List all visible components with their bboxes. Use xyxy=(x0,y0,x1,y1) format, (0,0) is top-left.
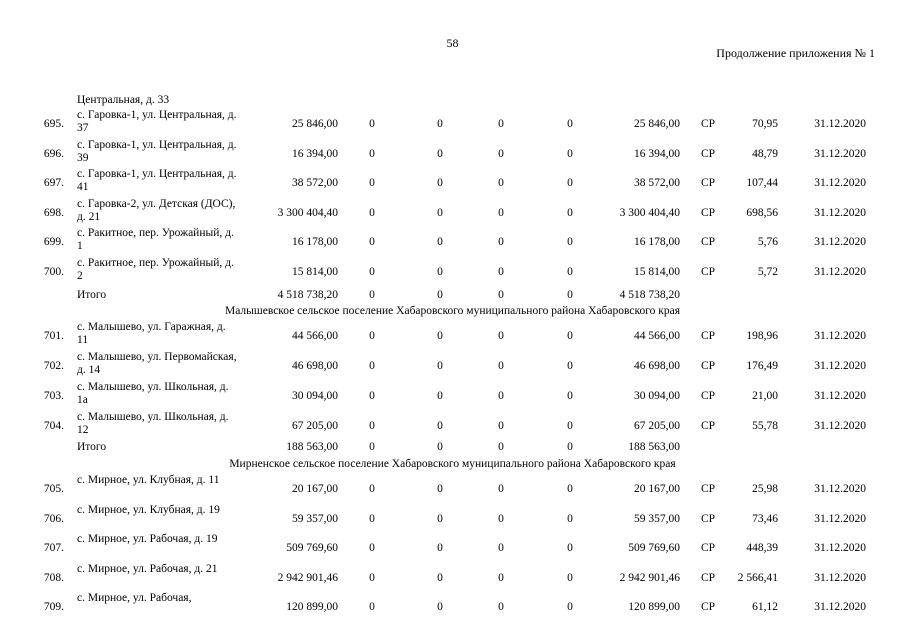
total-label: Итого xyxy=(77,441,107,453)
row-value: 0 xyxy=(498,206,504,219)
row-date: 31.12.2020 xyxy=(814,601,866,614)
row-value: 0 xyxy=(498,571,504,584)
row-value: 0 xyxy=(567,206,573,219)
row-value: 0 xyxy=(369,266,375,278)
row-date: 31.12.2020 xyxy=(814,118,866,130)
row-source: СР xyxy=(700,542,716,555)
row-source: СР xyxy=(700,266,716,278)
row-area: 176,49 xyxy=(746,360,778,372)
row-area: 448,39 xyxy=(746,542,778,555)
row-date: 31.12.2020 xyxy=(814,512,866,525)
row-remaining-cost: 15 814,00 xyxy=(634,266,680,278)
row-value: 0 xyxy=(437,571,443,584)
row-total-cost: 44 566,00 xyxy=(292,330,338,342)
row-number: 707. xyxy=(43,542,64,555)
row-value: 0 xyxy=(437,483,443,495)
row-area: 198,96 xyxy=(746,330,778,342)
row-area: 61,12 xyxy=(752,601,778,614)
total-value: 0 xyxy=(437,441,443,453)
total-value: 0 xyxy=(567,289,573,301)
row-source: СР xyxy=(700,360,716,372)
row-address: с. Мирное, ул. Рабочая, xyxy=(77,592,192,605)
row-source: СР xyxy=(700,206,716,219)
row-value: 0 xyxy=(369,601,375,614)
row-remaining-cost: 16 394,00 xyxy=(634,147,680,160)
row-date: 31.12.2020 xyxy=(814,390,866,402)
row-remaining-cost: 2 942 901,46 xyxy=(619,571,680,584)
row-value: 0 xyxy=(369,360,375,372)
row-value: 0 xyxy=(437,420,443,432)
row-address: с. Ракитное, пер. Урожайный, д. 1 xyxy=(77,227,234,253)
row-value: 0 xyxy=(567,571,573,584)
row-remaining-cost: 509 769,60 xyxy=(628,542,680,555)
row-value: 0 xyxy=(567,420,573,432)
row-address: с. Мирное, ул. Рабочая, д. 19 xyxy=(77,533,218,546)
row-value: 0 xyxy=(567,330,573,342)
row-value: 0 xyxy=(437,266,443,278)
row-date: 31.12.2020 xyxy=(814,177,866,190)
row-address: с. Малышево, ул. Первомайская, д. 14 xyxy=(77,351,237,376)
row-source: СР xyxy=(700,118,716,130)
row-value: 0 xyxy=(498,601,504,614)
row-value: 0 xyxy=(437,147,443,160)
row-source: СР xyxy=(700,330,716,342)
row-value: 0 xyxy=(498,236,504,249)
row-number: 697. xyxy=(43,177,64,190)
section-heading: Малышевское сельское поселение Хабаровского муниципального района Хабаровского края xyxy=(224,305,681,317)
row-value: 0 xyxy=(498,542,504,555)
row-area: 70,95 xyxy=(752,118,778,130)
section-heading: Мирненское сельское поселение Хабаровского муниципального района Хабаровского края xyxy=(229,458,676,470)
row-address: с. Мирное, ул. Рабочая, д. 21 xyxy=(77,562,218,575)
row-value: 0 xyxy=(567,118,573,130)
row-area: 698,56 xyxy=(746,206,778,219)
row-value: 0 xyxy=(567,360,573,372)
row-date: 31.12.2020 xyxy=(814,483,866,495)
row-value: 0 xyxy=(498,177,504,190)
row-source: СР xyxy=(700,601,716,614)
row-value: 0 xyxy=(498,147,504,160)
row-total-cost: 2 942 901,46 xyxy=(277,571,338,584)
row-address: с. Гаровка-1, ул. Центральная, д. 39 xyxy=(77,138,237,164)
continuation-note: Продолжение приложения № 1 xyxy=(716,46,875,60)
total-remaining: 4 518 738,20 xyxy=(619,289,680,301)
row-total-cost: 15 814,00 xyxy=(292,266,338,278)
total-value: 0 xyxy=(567,441,573,453)
row-value: 0 xyxy=(437,177,443,190)
row-address: с. Малышево, ул. Гаражная, д. 11 xyxy=(77,321,226,346)
total-value: 0 xyxy=(498,441,504,453)
row-value: 0 xyxy=(437,118,443,130)
row-value: 0 xyxy=(369,118,375,130)
row-number: 699. xyxy=(43,236,64,249)
row-total-cost: 67 205,00 xyxy=(292,420,338,432)
row-total-cost: 16 178,00 xyxy=(292,236,338,249)
row-remaining-cost: 16 178,00 xyxy=(634,236,680,249)
row-value: 0 xyxy=(567,390,573,402)
row-date: 31.12.2020 xyxy=(814,206,866,219)
row-number: 705. xyxy=(43,483,64,495)
row-value: 0 xyxy=(369,390,375,402)
row-total-cost: 3 300 404,40 xyxy=(277,206,338,219)
row-value: 0 xyxy=(498,483,504,495)
row-address: с. Малышево, ул. Школьная, д. 1а xyxy=(77,381,229,406)
row-total-cost: 38 572,00 xyxy=(292,177,338,190)
row-address: с. Гаровка-1, ул. Центральная, д. 41 xyxy=(77,168,237,194)
row-area: 5,72 xyxy=(757,266,778,278)
total-value: 0 xyxy=(369,289,375,301)
row-value: 0 xyxy=(437,512,443,525)
row-remaining-cost: 67 205,00 xyxy=(634,420,680,432)
row-address: с. Малышево, ул. Школьная, д. 12 xyxy=(77,411,229,436)
total-value: 0 xyxy=(437,289,443,301)
row-number: 702. xyxy=(43,360,64,372)
row-total-cost: 16 394,00 xyxy=(292,147,338,160)
row-value: 0 xyxy=(369,483,375,495)
row-number: 701. xyxy=(43,330,64,342)
total-value: 0 xyxy=(498,289,504,301)
row-area: 21,00 xyxy=(752,390,778,402)
row-source: СР xyxy=(700,177,716,190)
row-value: 0 xyxy=(437,542,443,555)
row-area: 107,44 xyxy=(746,177,778,190)
row-value: 0 xyxy=(567,236,573,249)
row-source: СР xyxy=(700,236,716,249)
row-date: 31.12.2020 xyxy=(814,360,866,372)
row-value: 0 xyxy=(369,147,375,160)
row-remaining-cost: 25 846,00 xyxy=(634,118,680,130)
row-source: СР xyxy=(700,483,716,495)
row-number: 709. xyxy=(43,601,64,614)
row-value: 0 xyxy=(567,542,573,555)
row-source: СР xyxy=(700,571,716,584)
row-number: 703. xyxy=(43,390,64,402)
row-value: 0 xyxy=(369,206,375,219)
row-value: 0 xyxy=(567,483,573,495)
row-value: 0 xyxy=(567,177,573,190)
row-number: 695. xyxy=(43,118,64,130)
row-date: 31.12.2020 xyxy=(814,420,866,432)
row-value: 0 xyxy=(567,512,573,525)
row-area: 55,78 xyxy=(752,420,778,432)
row-number: 708. xyxy=(43,571,64,584)
row-value: 0 xyxy=(369,571,375,584)
row-remaining-cost: 3 300 404,40 xyxy=(619,206,680,219)
page-number: 58 xyxy=(446,36,459,50)
row-value: 0 xyxy=(437,390,443,402)
row-address: с. Гаровка-1, ул. Центральная, д. 37 xyxy=(77,109,237,134)
total-cost: 188 563,00 xyxy=(286,441,338,453)
row-value: 0 xyxy=(498,390,504,402)
row-remaining-cost: 20 167,00 xyxy=(634,483,680,495)
row-remaining-cost: 38 572,00 xyxy=(634,177,680,190)
row-remaining-cost: 44 566,00 xyxy=(634,330,680,342)
row-value: 0 xyxy=(369,512,375,525)
row-total-cost: 25 846,00 xyxy=(292,118,338,130)
row-address: с. Гаровка-2, ул. Детская (ДОС), д. 21 xyxy=(77,197,236,223)
row-value: 0 xyxy=(567,601,573,614)
row-value: 0 xyxy=(369,420,375,432)
row-value: 0 xyxy=(437,206,443,219)
row-total-cost: 509 769,60 xyxy=(286,542,338,555)
row-value: 0 xyxy=(498,512,504,525)
row-value: 0 xyxy=(498,266,504,278)
row-address: с. Мирное, ул. Клубная, д. 19 xyxy=(77,503,220,516)
total-label: Итого xyxy=(77,289,107,301)
row-value: 0 xyxy=(437,236,443,249)
row-number: 696. xyxy=(43,147,64,160)
row-address: с. Мирное, ул. Клубная, д. 11 xyxy=(77,474,220,486)
row-value: 0 xyxy=(498,118,504,130)
total-value: 0 xyxy=(369,441,375,453)
row-value: 0 xyxy=(369,236,375,249)
row-value: 0 xyxy=(437,601,443,614)
row-date: 31.12.2020 xyxy=(814,542,866,555)
row-source: СР xyxy=(700,390,716,402)
row-remaining-cost: 59 357,00 xyxy=(634,512,680,525)
row-number: 698. xyxy=(43,206,64,219)
row-value: 0 xyxy=(437,330,443,342)
row-date: 31.12.2020 xyxy=(814,571,866,584)
row-value: 0 xyxy=(498,420,504,432)
row-remaining-cost: 30 094,00 xyxy=(634,390,680,402)
row-total-cost: 30 094,00 xyxy=(292,390,338,402)
row-value: 0 xyxy=(369,177,375,190)
row-area: 48,79 xyxy=(752,147,778,160)
row-total-cost: 120 899,00 xyxy=(286,601,338,614)
row-value: 0 xyxy=(567,147,573,160)
row-area: 73,46 xyxy=(752,512,778,525)
row-value: 0 xyxy=(567,266,573,278)
row-source: СР xyxy=(700,512,716,525)
row-value: 0 xyxy=(498,330,504,342)
row-area: 5,76 xyxy=(757,236,778,249)
row-value: 0 xyxy=(369,542,375,555)
row-value: 0 xyxy=(437,360,443,372)
row-source: СР xyxy=(700,147,716,160)
row-total-cost: 20 167,00 xyxy=(292,483,338,495)
row-number: 706. xyxy=(43,512,64,525)
row-date: 31.12.2020 xyxy=(814,330,866,342)
row-value: 0 xyxy=(369,330,375,342)
row-area: 25,98 xyxy=(752,483,778,495)
row-source: СР xyxy=(700,420,716,432)
total-remaining: 188 563,00 xyxy=(628,441,680,453)
row-total-cost: 46 698,00 xyxy=(292,360,338,372)
row-remaining-cost: 120 899,00 xyxy=(628,601,680,614)
row-date: 31.12.2020 xyxy=(814,266,866,278)
row-number: 704. xyxy=(43,420,64,432)
row-remaining-cost: 46 698,00 xyxy=(634,360,680,372)
row-total-cost: 59 357,00 xyxy=(292,512,338,525)
row-area: 2 566,41 xyxy=(737,571,778,584)
row-number: 700. xyxy=(43,266,64,278)
row-date: 31.12.2020 xyxy=(814,147,866,160)
row-date: 31.12.2020 xyxy=(814,236,866,249)
row-value: 0 xyxy=(498,360,504,372)
carry-over-address: Центральная, д. 33 xyxy=(77,94,170,106)
row-address: с. Ракитное, пер. Урожайный, д. 2 xyxy=(77,257,234,282)
total-cost: 4 518 738,20 xyxy=(277,289,338,301)
